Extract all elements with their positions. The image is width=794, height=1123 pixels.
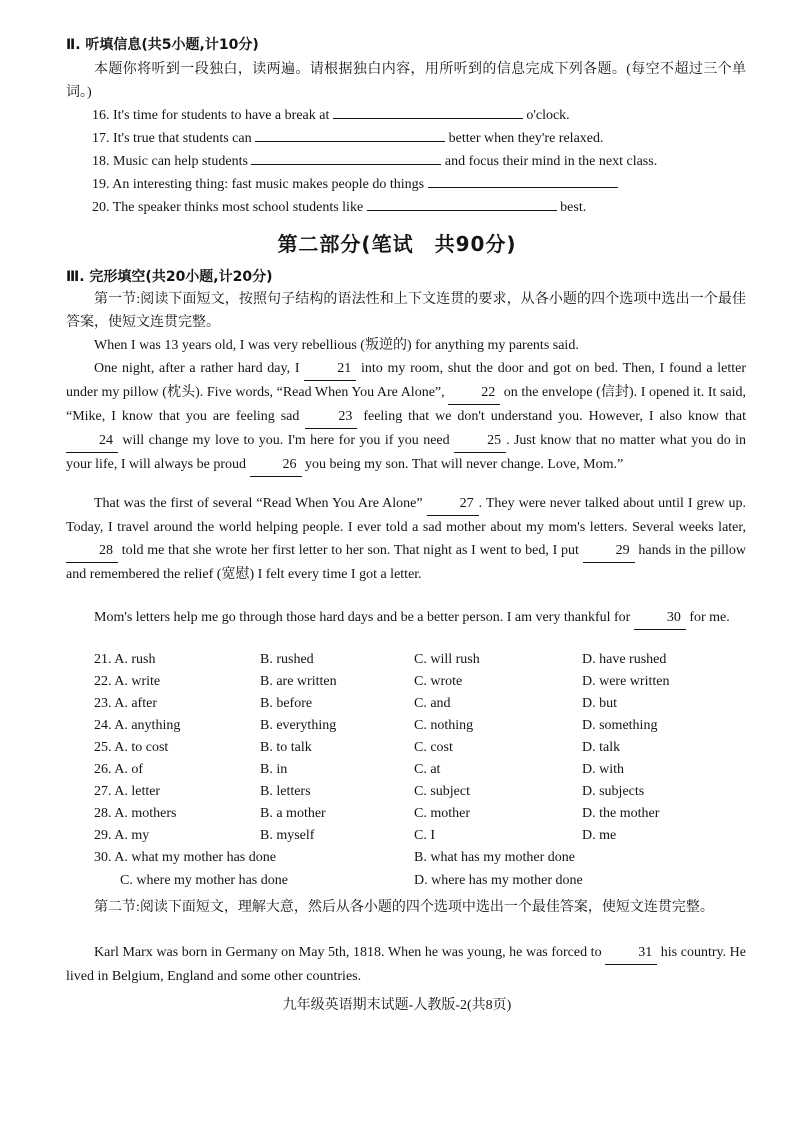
- option-24-d[interactable]: D. something: [582, 718, 658, 733]
- answer-blank-18[interactable]: [251, 150, 441, 165]
- cloze-blank-26[interactable]: 26: [250, 453, 302, 477]
- option-30-d[interactable]: D. where has my mother done: [414, 873, 583, 888]
- option-28-c[interactable]: C. mother: [414, 806, 470, 821]
- option-29-c[interactable]: C. I: [414, 828, 435, 843]
- cloze-blank-28[interactable]: 28: [66, 539, 118, 563]
- option-29-d[interactable]: D. me: [582, 828, 617, 843]
- option-21-d[interactable]: D. have rushed: [582, 652, 667, 667]
- part-2-title: 第二部分(笔试 共90分): [277, 232, 517, 256]
- option-29-a[interactable]: 29. A. my: [94, 828, 150, 843]
- passage-paragraph-1: When I was 13 years old, I was very rebellious (叛逆的) for anything my parents said.: [94, 338, 579, 353]
- option-22-c[interactable]: C. wrote: [414, 674, 463, 689]
- options-row-30-ab: [94, 850, 734, 872]
- question-18: 18. Music can help students and focus their mind in the next class.: [92, 150, 657, 172]
- cloze-blank-25[interactable]: 25: [454, 429, 506, 453]
- question-16: 16. It's time for students to have a break at o'clock.: [92, 104, 570, 126]
- section-3-sub2-instructions: 第二节:阅读下面短文，理解大意，然后从各小题的四个选项中选出一个最佳答案，使短文连贯完整。: [94, 900, 714, 915]
- cloze-blank-31[interactable]: 31: [605, 941, 657, 965]
- options-row-28: [94, 806, 734, 828]
- options-row-25: [94, 740, 734, 762]
- question-17: 17. It's true that students can better when they're relaxed.: [92, 127, 604, 149]
- option-21-b[interactable]: B. rushed: [260, 652, 314, 667]
- option-28-a[interactable]: 28. A. mothers: [94, 806, 177, 821]
- section-2-heading: Ⅱ. 听填信息(共5小题,计10分): [66, 37, 259, 53]
- cloze-blank-29[interactable]: 29: [583, 539, 635, 563]
- option-29-b[interactable]: B. myself: [260, 828, 315, 843]
- answer-blank-16[interactable]: [333, 104, 523, 119]
- answer-blank-17[interactable]: [255, 127, 445, 142]
- options-row-29: [94, 828, 734, 850]
- section-2-instructions: 本题你将听到一段独白，读两遍。请根据独白内容，用所听到的信息完成下列各题。(每空不超过三个单词。): [66, 62, 746, 100]
- answer-blank-20[interactable]: [367, 196, 557, 211]
- option-24-b[interactable]: B. everything: [260, 718, 337, 733]
- cloze-blank-27[interactable]: 27: [427, 492, 479, 516]
- question-20: 20. The speaker thinks most school students like best.: [92, 196, 586, 218]
- page-footer: 九年级英语期末试题-人教版-2(共8页): [282, 998, 512, 1013]
- option-27-c[interactable]: C. subject: [414, 784, 470, 799]
- options-row-27: [94, 784, 734, 806]
- options-row-21: [94, 652, 734, 674]
- option-27-a[interactable]: 27. A. letter: [94, 784, 161, 799]
- answer-blank-19[interactable]: [428, 173, 618, 188]
- options-row-24: [94, 718, 734, 740]
- cloze-blank-24[interactable]: 24: [66, 429, 118, 453]
- option-23-b[interactable]: B. before: [260, 696, 313, 711]
- option-22-b[interactable]: B. are written: [260, 674, 337, 689]
- options-row-23: [94, 696, 734, 718]
- option-28-b[interactable]: B. a mother: [260, 806, 326, 821]
- option-26-d[interactable]: D. with: [582, 762, 624, 777]
- option-23-d[interactable]: D. but: [582, 696, 617, 711]
- option-23-a[interactable]: 23. A. after: [94, 696, 157, 711]
- section-3-sub1-instructions: 第一节:阅读下面短文，按照句子结构的语法性和上下文连贯的要求，从各小题的四个选项中选出一个最佳答案，使短文连贯完整。: [66, 292, 746, 330]
- option-22-a[interactable]: 22. A. write: [94, 674, 161, 689]
- option-21-a[interactable]: 21. A. rush: [94, 652, 156, 667]
- passage-paragraph-5: Karl Marx was born in Germany on May 5th, 1818. When he was young, he was forced to 31 his country. He lived in Belgium, England and some other countries.: [66, 941, 746, 988]
- options-row-26: [94, 762, 734, 784]
- cloze-blank-22[interactable]: 22: [448, 381, 500, 405]
- option-30-a[interactable]: 30. A. what my mother has done: [94, 850, 276, 865]
- option-24-c[interactable]: C. nothing: [414, 718, 474, 733]
- option-26-b[interactable]: B. in: [260, 762, 288, 777]
- cloze-blank-21[interactable]: 21: [304, 357, 356, 381]
- option-26-c[interactable]: C. at: [414, 762, 441, 777]
- option-30-c[interactable]: C. where my mother has done: [120, 873, 288, 888]
- options-row-22: [94, 674, 734, 696]
- option-25-a[interactable]: 25. A. to cost: [94, 740, 169, 755]
- option-27-d[interactable]: D. subjects: [582, 784, 645, 799]
- option-23-c[interactable]: C. and: [414, 696, 451, 711]
- option-25-d[interactable]: D. talk: [582, 740, 621, 755]
- cloze-blank-30[interactable]: 30: [634, 606, 686, 630]
- question-19: 19. An interesting thing: fast music makes people do things: [92, 173, 618, 195]
- option-24-a[interactable]: 24. A. anything: [94, 718, 181, 733]
- option-27-b[interactable]: B. letters: [260, 784, 311, 799]
- passage-paragraph-4: Mom's letters help me go through those hard days and be a better person. I am very thankful for 30 for me.: [66, 606, 746, 630]
- passage-paragraph-2: One night, after a rather hard day, I 21 into my room, shut the door and got on bed. Then, I found a letter under my pillow (枕头). Five words, “Read When You Are Alone”, 22 on the envelope (信封). I opened it. It said, “Mike, I know that you are feeling sad 23 feeling that we don't understand you. However, I also know that 24 will change my love to you. I'm here for you if you need 25 . Just know that no matter what you do in your life, I will always be proud 26 you being my son. That will never change. Love, Mom.”: [66, 357, 746, 477]
- option-28-d[interactable]: D. the mother: [582, 806, 660, 821]
- section-3-heading: Ⅲ. 完形填空(共20小题,计20分): [66, 269, 273, 285]
- passage-paragraph-3: That was the first of several “Read When You Are Alone” 27 . They were never talked about until I grew up. Today, I travel around the world helping people. I ever told a sad mother about my mom's letters. Several weeks later, 28 told me that she wrote her first letter to her son. That night as I went to bed, I put 29 hands in the pillow and remembered the relief (宽慰) I felt every time I got a letter.: [66, 492, 746, 586]
- option-30-b[interactable]: B. what has my mother done: [414, 850, 575, 865]
- option-21-c[interactable]: C. will rush: [414, 652, 480, 667]
- option-22-d[interactable]: D. were written: [582, 674, 670, 689]
- option-26-a[interactable]: 26. A. of: [94, 762, 143, 777]
- cloze-blank-23[interactable]: 23: [305, 405, 357, 429]
- option-25-b[interactable]: B. to talk: [260, 740, 312, 755]
- options-row-30-cd: [94, 873, 734, 895]
- option-25-c[interactable]: C. cost: [414, 740, 453, 755]
